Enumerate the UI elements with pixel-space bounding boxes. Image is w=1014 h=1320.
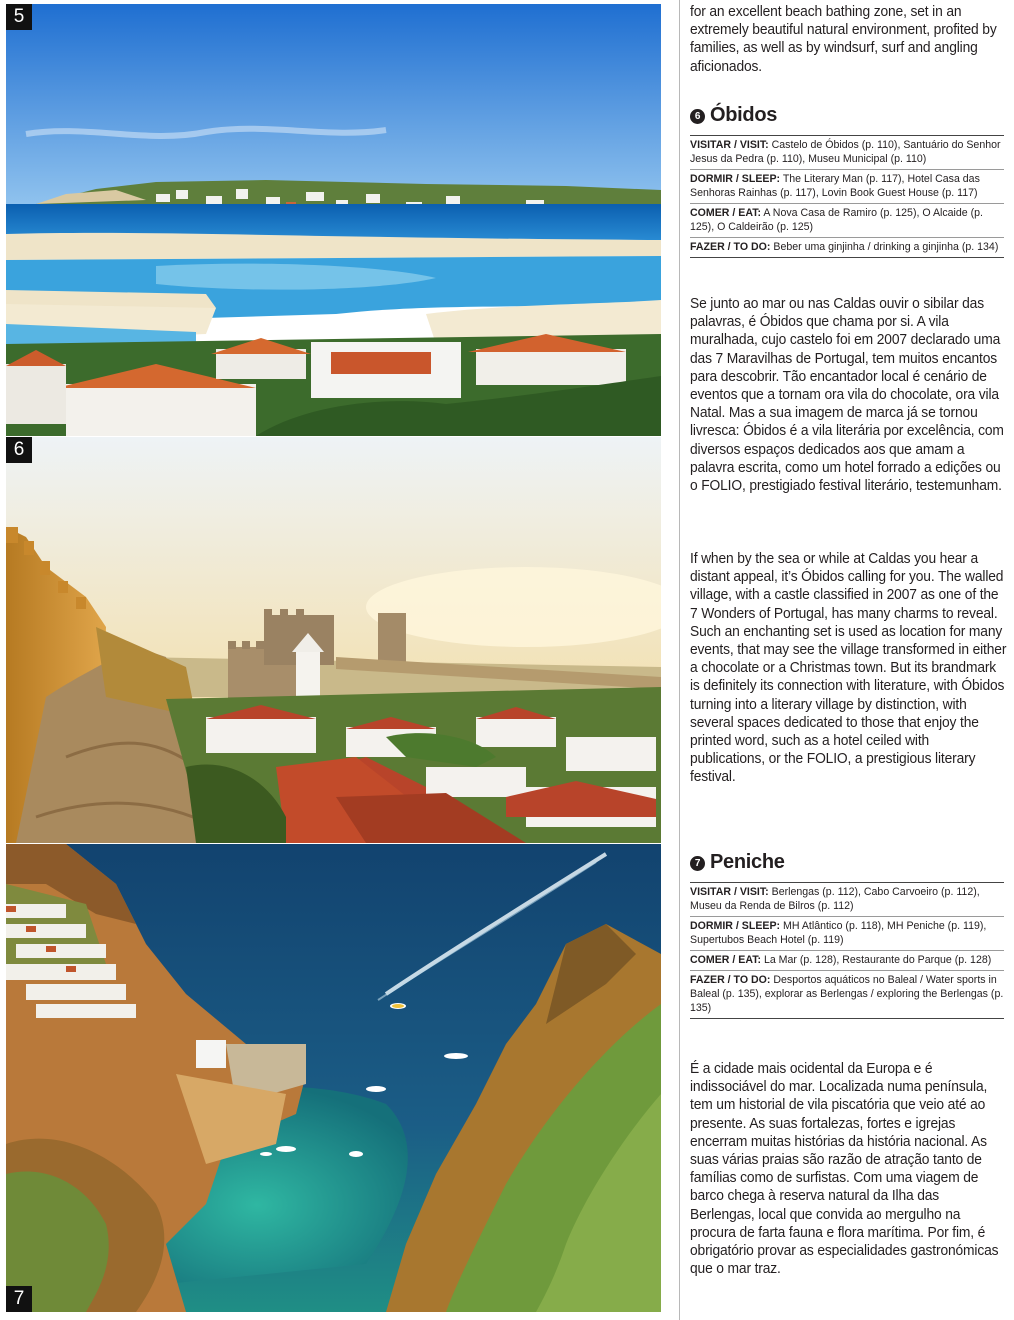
column-divider [679,0,680,1320]
info-row-eat: COMER / EAT: A Nova Casa de Ramiro (p. 125), O Alcaide (p. 125), O Caldeirão (p. 125) [690,204,1004,238]
section-heading-peniche [690,851,785,874]
info-row-todo: FAZER / TO DO: Beber uma ginjinha / drinking a ginjinha (p. 134) [690,238,1004,258]
section-number-marker: 6 [690,109,705,124]
photo-berlengas-bay [6,844,661,1312]
section-title: Óbidos [710,104,778,126]
photo-number-badge: 7 [6,1286,32,1312]
photo-number-badge: 6 [6,437,32,463]
intro-paragraph: for an excellent beach bathing zone, set in an extremely beautiful natural environment, profited by families, as well as by windsurf, surf and angling aficionados. [690,4,997,75]
photo-number-badge: 5 [6,4,32,30]
photo-obidos-castle [6,437,661,843]
info-row-sleep: DORMIR / SLEEP: MH Atlântico (p. 118), MH Peniche (p. 119), Supertubos Beach Hotel (p. 119) [690,917,1004,951]
info-box-peniche [690,882,1004,1019]
info-row-eat: COMER / EAT: La Mar (p. 128), Restaurante do Parque (p. 128) [690,951,1004,971]
info-row-visit: VISITAR / VISIT: Berlengas (p. 112), Cabo Carvoeiro (p. 112), Museu da Renda de Bilros (p. 112) [690,883,1004,917]
paragraph-peniche: É a cidade mais ocidental da Europa e é indissociável do mar. Localizada numa península, tem um historial de vila piscatória que veio até ao presente. As suas fortalezas, fortes e igrejas encerram muitas histórias da história nacional. As suas várias praias são razão de atração tanto de famílias como de surfistas. Com uma viagem de barco chega à reserva natural da Ilha das Berlengas, local que convida ao mergulho na procura de farta fauna e flora marítima. Por fim, é obrigatório provar as especialidades gastronómicas que o mar traz. [690,1061,999,1278]
section-heading-obidos [690,104,777,127]
info-row-visit: VISITAR / VISIT: Castelo de Óbidos (p. 110), Santuário do Senhor Jesus da Pedra (p. 110), Museu Municipal (p. 110) [690,136,1004,170]
info-row-sleep: DORMIR / SLEEP: The Literary Man (p. 117), Hotel Casa das Senhoras Rainhas (p. 117), Lovin Book Guest House (p. 117) [690,170,1004,204]
section-number-marker: 7 [690,856,705,871]
paragraph-obidos-pt: Se junto ao mar ou nas Caldas ouvir o sibilar das palavras, é Óbidos que chama por si. A vila muralhada, cujo castelo foi em 2007 declarado uma das 7 Maravilhas de Portugal, tem muitos encantos para descobrir. Tão encantador local é cenário de eventos que a tornam ora vila do chocolate, ora vila Natal. Mas a sua imagem de marca já se tornou livresca: Óbidos é a vila literária por excelência, com diversos espaços dedicados aos que amam a palavra escrita, como um hotel forrado a edições ou o FOLIO, prestigiado festival literário, testemunham. [690,296,1004,495]
info-box-obidos [690,135,1004,258]
paragraph-obidos-en: If when by the sea or while at Caldas you hear a distant appeal, it’s Óbidos calling for you. The walled village, with a castle classified in 2007 as one of the 7 Wonders of Portugal, has many charms to reveal. Such an enchanting set is used as location for many events, that may see the village transformed in either a chocolate or a Christmas town. But its brandmark is definitely its connection with literature, with Óbidos turning into a literary village by distinction, with several spaces dedicated to those that enjoy the printed word, such as a hotel ceiled with publications, or the FOLIO, a prestigious literary festival. [690,551,1007,786]
section-title: Peniche [710,851,785,873]
info-row-todo: FAZER / TO DO: Desportos aquáticos no Baleal / Water sports in Baleal (p. 135), explorar as Berlengas / exploring the Berlengas (p. 135) [690,971,1004,1019]
photo-lagoon-beach [6,4,661,436]
